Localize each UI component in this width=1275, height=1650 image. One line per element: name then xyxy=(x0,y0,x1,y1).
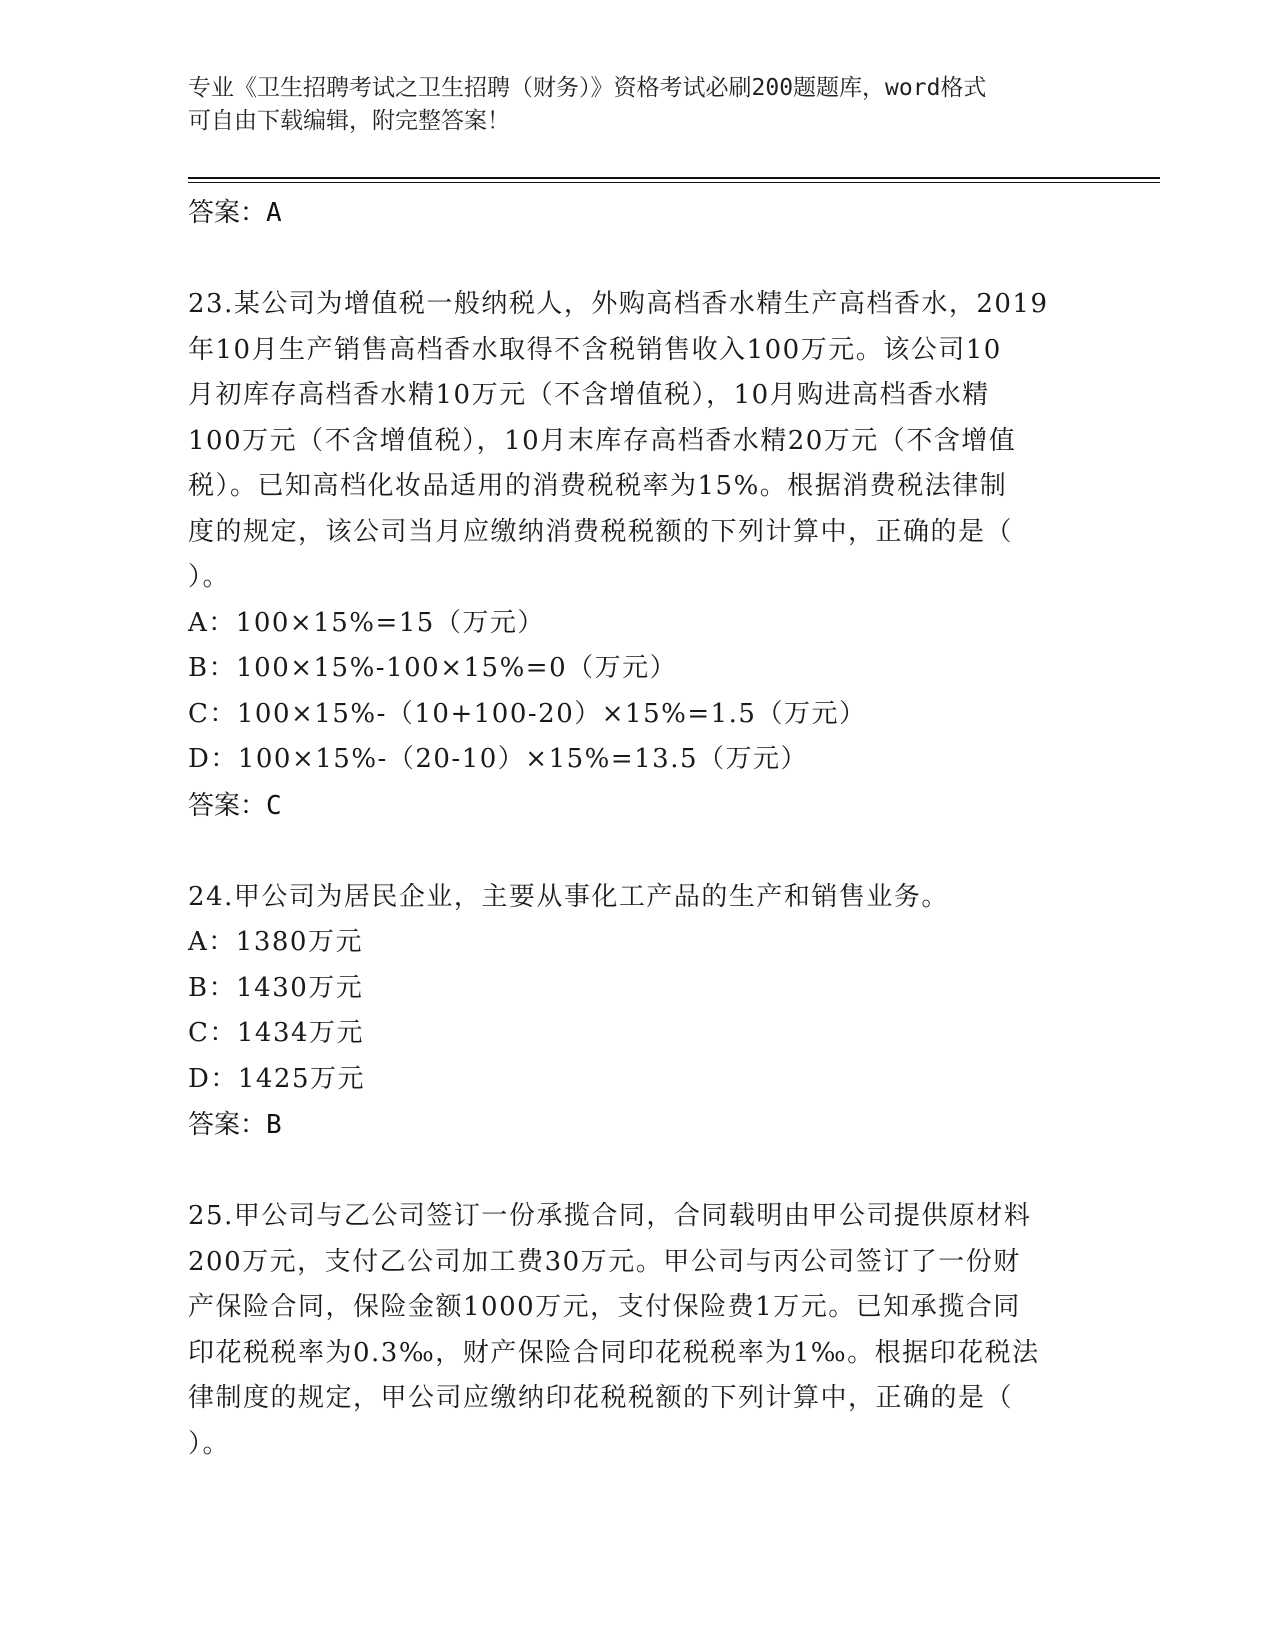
question-text: 25.甲公司与乙公司签订一份承揽合同，合同载明由甲公司提供原材料 xyxy=(188,1201,1032,1231)
header-line: 专业《卫生招聘考试之卫生招聘（财务）》资格考试必刷200题题库，word格式 xyxy=(188,75,987,101)
document-body xyxy=(188,190,1088,1467)
option-d: D：1425万元 xyxy=(188,1063,366,1094)
option-a: A：1380万元 xyxy=(188,927,363,957)
answer-line: 答案：C xyxy=(188,790,282,821)
page-header xyxy=(188,72,1088,138)
question-block xyxy=(188,1194,1088,1467)
option-c: C：100×15%-（10+100-20）×15%=1.5（万元） xyxy=(188,698,867,729)
question-text: 23.某公司为增值税一般纳税人，外购高档香水精生产高档香水，2019 xyxy=(188,289,1049,319)
question-text: 产保险合同，保险金额1000万元，支付保险费1万元。已知承揽合同 xyxy=(188,1292,1021,1322)
answer-line: 答案：A xyxy=(188,198,282,228)
question-text: 24.甲公司为居民企业，主要从事化工产品的生产和销售业务。 xyxy=(188,881,949,912)
question-text: 度的规定，该公司当月应缴纳消费税税额的下列计算中，正确的是（ xyxy=(188,516,1014,547)
question-text: 税）。已知高档化妆品适用的消费税税率为15%。根据消费税法律制 xyxy=(188,471,1008,501)
question-text: 律制度的规定，甲公司应缴纳印花税税额的下列计算中，正确的是（ xyxy=(188,1383,1014,1413)
option-a: A：100×15%=15（万元） xyxy=(188,607,545,638)
option-d: D：100×15%-（20-10）×15%=13.5（万元） xyxy=(188,744,809,774)
question-text: 200万元，支付乙公司加工费30万元。甲公司与丙公司签订了一份财 xyxy=(188,1246,1021,1277)
question-text: ）。 xyxy=(188,562,231,592)
question-text: 印花税税率为0.3‰，财产保险合同印花税税率为1‰。根据印花税法 xyxy=(188,1337,1040,1368)
answer-line: 答案：B xyxy=(188,1110,282,1140)
option-b: B：1430万元 xyxy=(188,972,364,1003)
option-c: C：1434万元 xyxy=(188,1018,365,1048)
option-b: B：100×15%-100×15%=0（万元） xyxy=(188,653,678,683)
question-text: 月初库存高档香水精10万元（不含增值税），10月购进高档香水精 xyxy=(188,380,990,410)
question-text: ）。 xyxy=(188,1428,231,1459)
header-divider xyxy=(188,182,1160,183)
question-block xyxy=(188,875,1088,1149)
header-line: 可自由下载编辑，附完整答案！ xyxy=(188,108,510,134)
header-divider xyxy=(188,177,1160,179)
question-block xyxy=(188,282,1088,829)
question-text: 100万元（不含增值税），10月末库存高档香水精20万元（不含增值 xyxy=(188,425,1017,456)
question-text: 年10月生产销售高档香水取得不含税销售收入100万元。该公司10 xyxy=(188,334,1002,365)
